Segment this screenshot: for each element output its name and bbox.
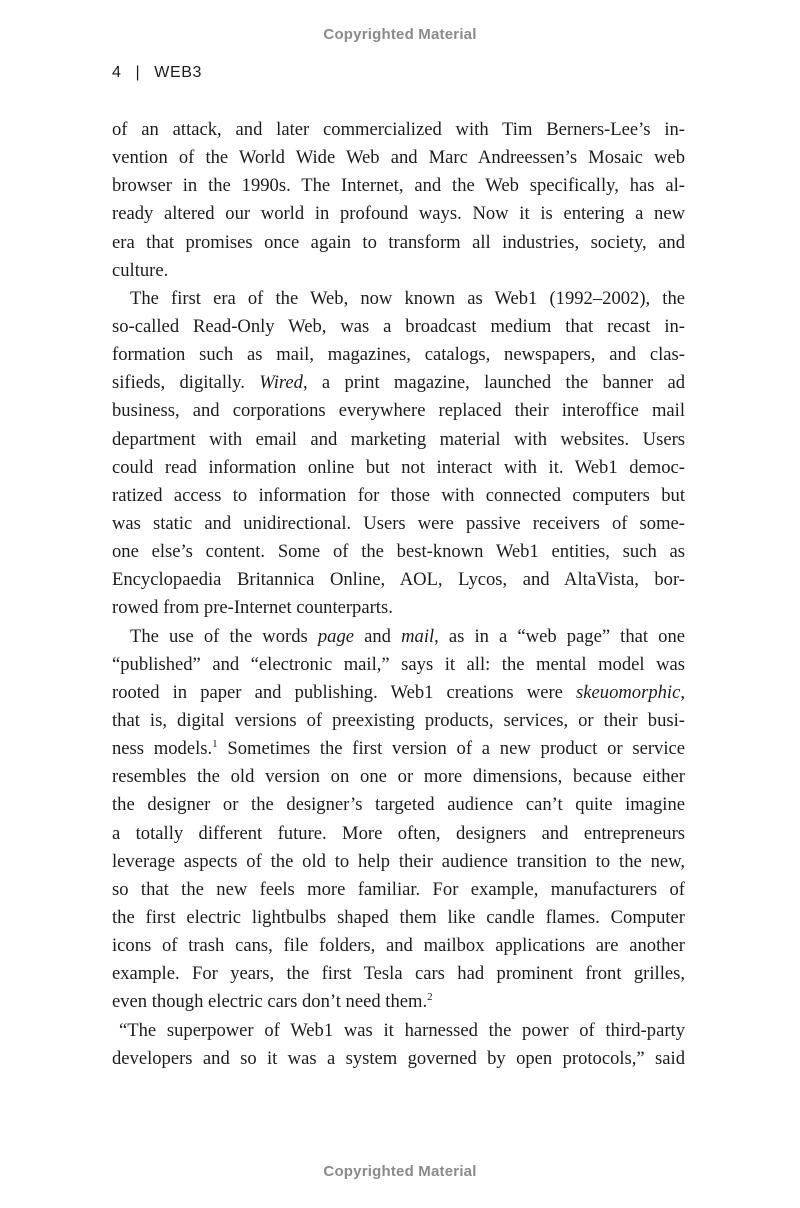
running-head [112, 64, 202, 82]
book-title: WEB3 [154, 64, 203, 81]
text-line [112, 623, 685, 651]
text-line: so that the new feels more familiar. For example, manufacturers of [112, 878, 685, 900]
text-line: culture. [112, 259, 169, 281]
text-run: ness models. [112, 738, 213, 760]
text-line: ratized access to information for those with connected computers but [112, 484, 685, 506]
text-line [112, 735, 685, 763]
text-line [112, 988, 685, 1016]
paragraph [112, 1017, 685, 1073]
text-run: and [364, 625, 391, 647]
header-separator: | [135, 64, 141, 81]
footnote-marker-2[interactable]: 2 [427, 991, 433, 1004]
text-line: formation such as mail, magazines, catalogs, newspapers, and clas- [112, 344, 685, 366]
italic-word-skeuomorphic: skeuomorphic [576, 681, 681, 703]
text-line: The first era of the Web, now known as Web1 (1992–2002), the [130, 287, 685, 309]
text-line: era that promises once again to transform all industries, society, and [112, 231, 685, 253]
text-line: example. For years, the first Tesla cars had prominent front grilles, [112, 963, 685, 985]
text-line: a totally different future. More often, designers and entrepreneurs [112, 822, 685, 844]
text-line: ready altered our world in profound ways. Now it is entering a new [112, 203, 685, 225]
text-line: business, and corporations everywhere replaced their interoffice mail [112, 400, 685, 422]
text-line: browser in the 1990s. The Internet, and the Web specifically, has al- [112, 175, 685, 197]
italic-word-page: page [317, 625, 355, 647]
copyright-watermark-bottom: Copyrighted Material [323, 1163, 477, 1180]
text-line [112, 679, 685, 707]
text-line: one else’s content. Some of the best-known Web1 entities, such as [112, 541, 685, 563]
italic-title-wired: Wired [259, 372, 303, 394]
text-run: sifieds, digitally. [112, 372, 245, 394]
paragraph [112, 116, 685, 285]
text-line: the first electric lightbulbs shaped them like candle flames. Computer [112, 906, 685, 928]
text-line: icons of trash cans, file folders, and mailbox applications are another [112, 935, 685, 957]
text-line: the designer or the designer’s targeted audience can’t quite imagine [112, 794, 685, 816]
text-run: , [680, 681, 685, 703]
italic-word-mail: mail [401, 625, 435, 647]
text-line: Encyclopaedia Britannica Online, AOL, Lycos, and AltaVista, bor- [112, 569, 685, 591]
text-run: , a print magazine, launched the banner ad [302, 372, 685, 394]
text-run: , as in a “web page” that one [434, 625, 686, 647]
text-line: so-called Read-Only Web, was a broadcast medium that recast in- [112, 315, 685, 337]
paragraph [112, 285, 685, 623]
text-run: even though electric cars don’t need them. [112, 991, 428, 1013]
page-number: 4 [112, 64, 122, 81]
text-run: The use of the words [130, 625, 308, 647]
paragraph [112, 623, 685, 1017]
text-line: of an attack, and later commercialized with Tim Berners-Lee’s in- [112, 119, 685, 140]
text-line: vention of the World Wide Web and Marc Andreessen’s Mosaic web [112, 147, 685, 169]
text-line: resembles the old version on one or more dimensions, because either [112, 766, 685, 788]
text-run: Sometimes the first version of a new product or service [217, 738, 686, 760]
text-line: rowed from pre-Internet counterparts. [112, 597, 393, 619]
footnote-marker-1[interactable]: 1 [212, 738, 218, 751]
text-line: was static and unidirectional. Users were passive receivers of some- [112, 512, 685, 534]
text-line: developers and so it was a system governed by open protocols,” said [112, 1047, 685, 1069]
text-run: rooted in paper and publishing. Web1 creations were [112, 681, 563, 703]
text-line: “The superpower of Web1 was it harnessed the power of third-party [119, 1019, 685, 1041]
text-line [112, 369, 685, 397]
text-line: leverage aspects of the old to help their audience transition to the new, [112, 850, 685, 872]
text-line: “published” and “electronic mail,” says it all: the mental model was [112, 653, 685, 675]
text-line: could read information online but not interact with it. Web1 democ- [112, 456, 685, 478]
text-line: that is, digital versions of preexisting products, services, or their busi- [112, 709, 685, 731]
text-line: department with email and marketing material with websites. Users [112, 428, 685, 450]
body-text [112, 116, 685, 1073]
copyright-watermark-top: Copyrighted Material [323, 26, 477, 43]
